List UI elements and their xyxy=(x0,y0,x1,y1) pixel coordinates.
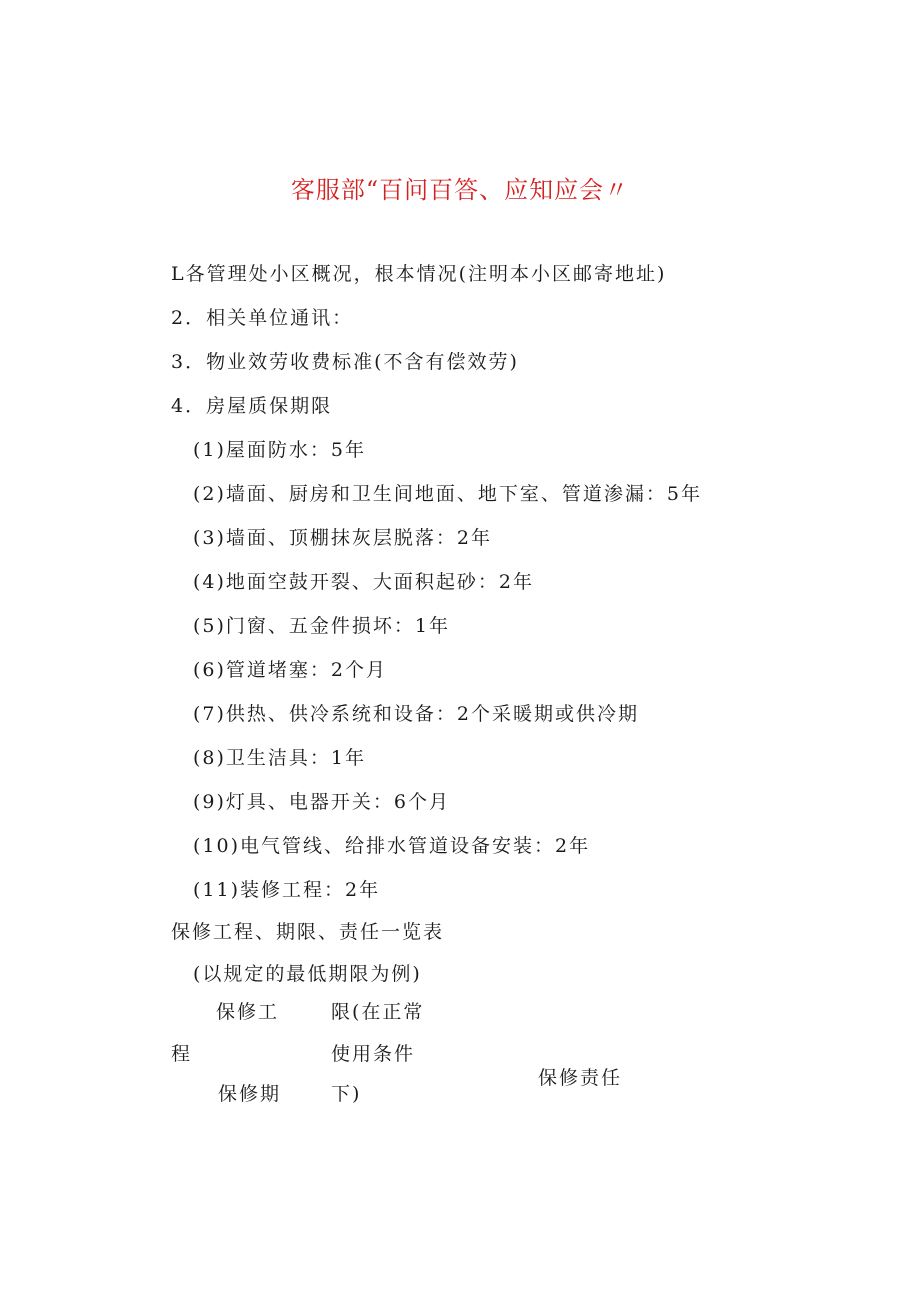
header-condition-line3: 下) xyxy=(331,1083,362,1105)
warranty-item: (5)门窗、五金件损坏：1年 xyxy=(193,615,451,637)
header-responsibility: 保修责任 xyxy=(538,1067,623,1089)
header-period: 保修期 xyxy=(218,1083,282,1105)
header-project-part1: 保修工 xyxy=(216,1001,280,1023)
list-item-4: 4．房屋质保期限 xyxy=(171,395,333,417)
warranty-item: (10)电气管线、给排水管道设备安装：2年 xyxy=(193,835,591,857)
warranty-item: (7)供热、供冷系统和设备：2个采暖期或供冷期 xyxy=(193,703,640,725)
table-note: (以规定的最低期限为例) xyxy=(193,963,422,985)
warranty-item: (9)灯具、电器开关：6个月 xyxy=(193,791,451,813)
list-item-3: 3．物业效劳收费标准(不含有偿效劳) xyxy=(171,351,519,373)
header-condition-line2: 使用条件 xyxy=(331,1043,416,1065)
header-condition-line1: 限(在正常 xyxy=(331,1001,425,1023)
document-title: 客服部“百问百答、应知应会〃 xyxy=(290,176,630,204)
warranty-item: (2)墙面、厨房和卫生间地面、地下室、管道渗漏：5年 xyxy=(193,483,703,505)
warranty-item: (4)地面空鼓开裂、大面积起砂：2年 xyxy=(193,571,535,593)
warranty-item: (3)墙面、顶棚抹灰层脱落：2年 xyxy=(193,527,493,549)
warranty-item: (8)卫生洁具：1年 xyxy=(193,747,367,769)
warranty-item: (6)管道堵塞：2个月 xyxy=(193,659,388,681)
header-project-part2: 程 xyxy=(171,1043,193,1065)
list-item-1: L各管理处小区概况，根本情况(注明本小区邮寄地址) xyxy=(171,263,667,285)
warranty-item: (11)装修工程：2年 xyxy=(193,879,381,901)
list-item-2: 2．相关单位通讯： xyxy=(171,307,354,329)
table-heading: 保修工程、期限、责任一览表 xyxy=(171,921,445,943)
warranty-item: (1)屋面防水：5年 xyxy=(193,439,367,461)
